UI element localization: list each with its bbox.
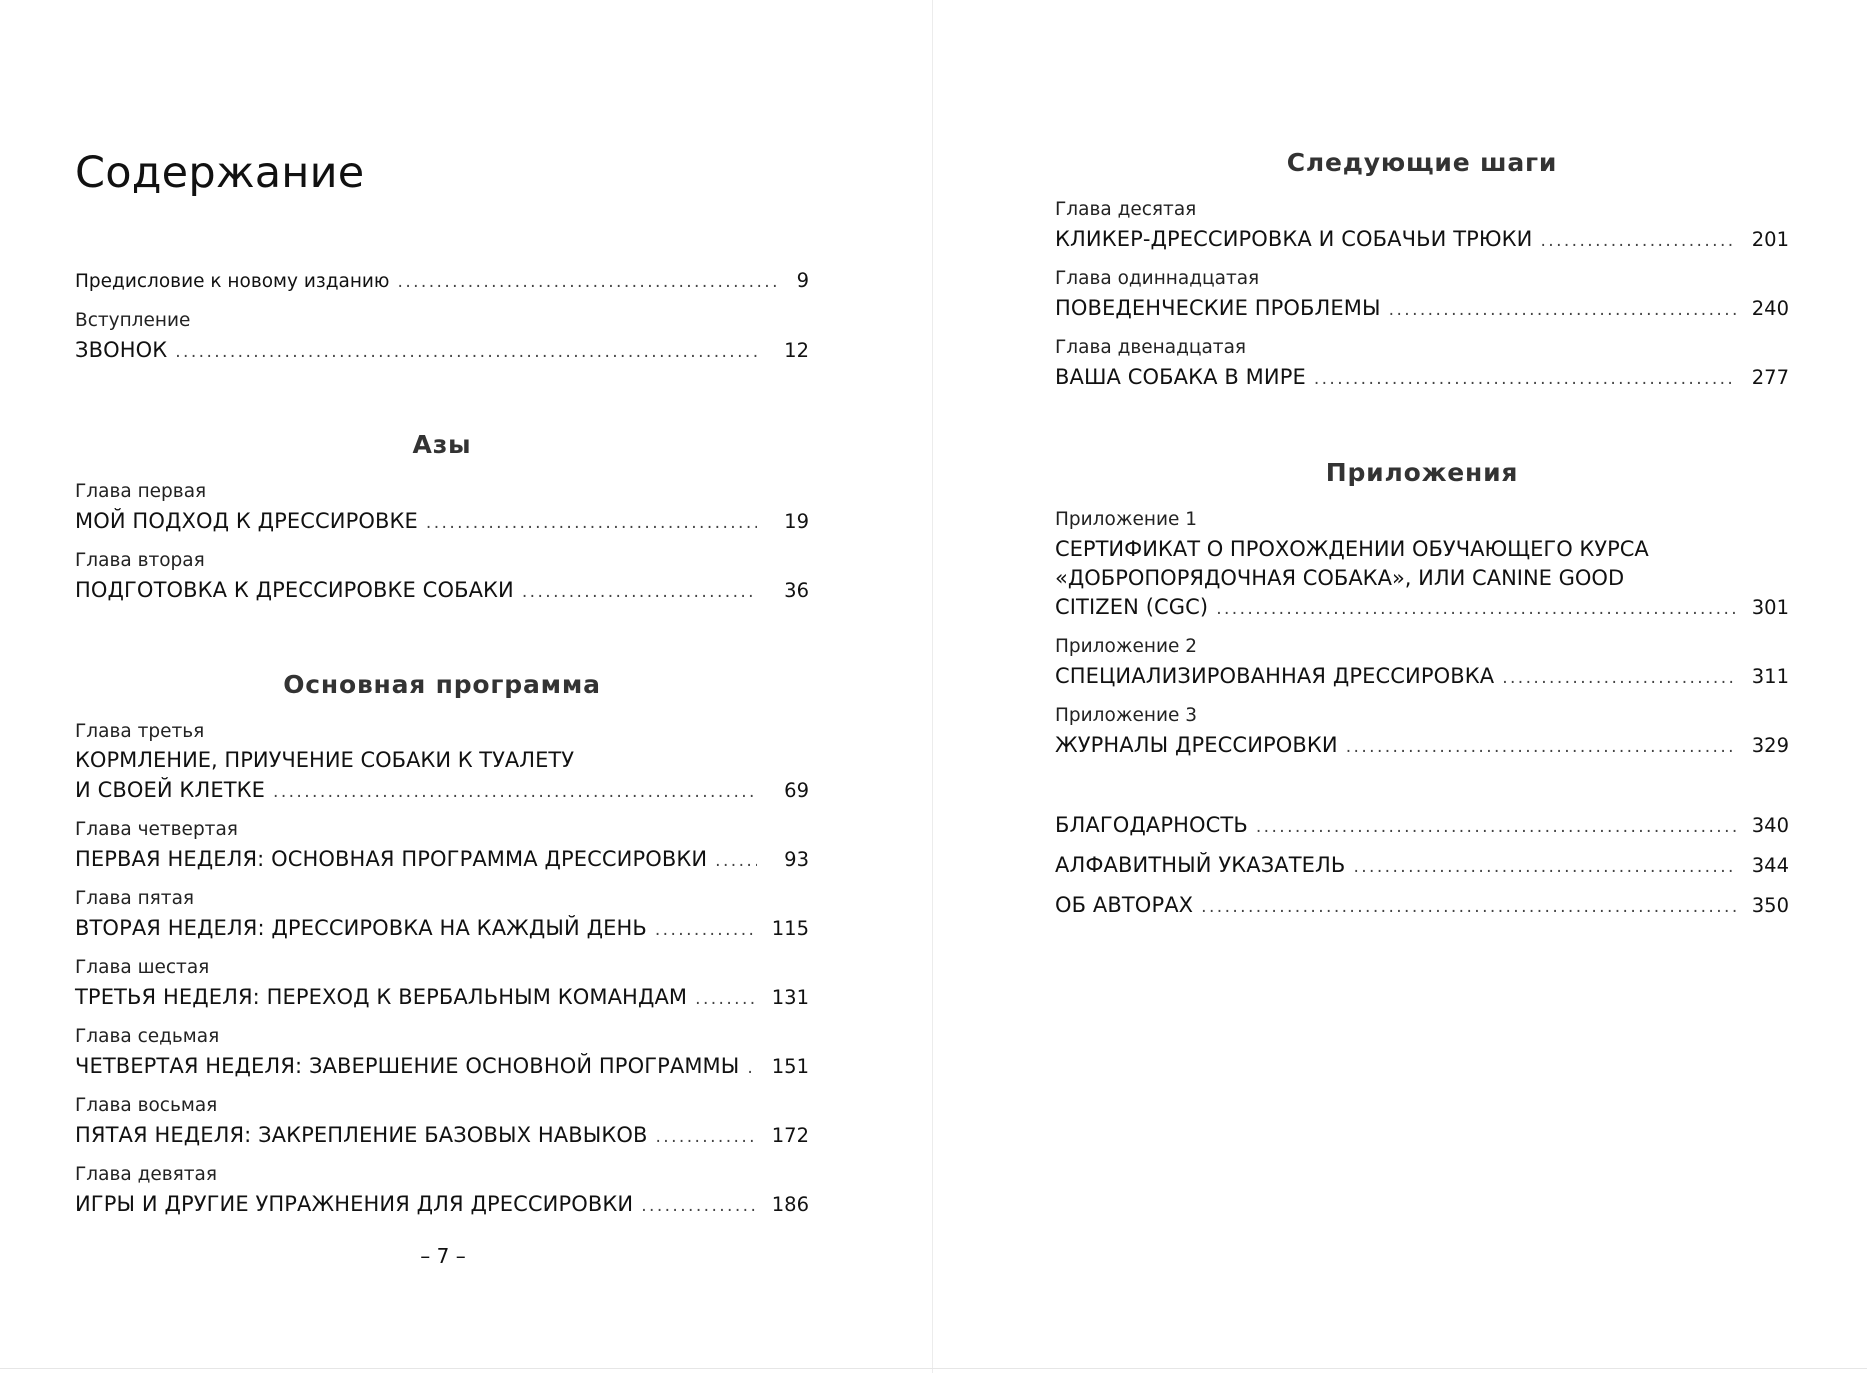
dot-leader xyxy=(747,1060,757,1077)
toc-entry-title: ПЯТАЯ НЕДЕЛЯ: ЗАКРЕПЛЕНИЕ БАЗОВЫХ НАВЫКОВ xyxy=(75,1123,648,1147)
toc-page-number: 69 xyxy=(784,779,809,802)
toc-entry-chapter-4[interactable] xyxy=(75,849,809,870)
toc-page-number: 329 xyxy=(1751,734,1789,757)
toc-entry-chapter-9[interactable] xyxy=(75,1194,809,1215)
toc-entry-label: Глава шестая xyxy=(75,957,210,978)
toc-entry-appendix-2[interactable] xyxy=(1055,666,1789,687)
toc-entry-label: Глава девятая xyxy=(75,1164,218,1185)
toc-entry-title: ВТОРАЯ НЕДЕЛЯ: ДРЕССИРОВКА НА КАЖДЫЙ ДЕНЬ xyxy=(75,916,647,940)
section-heading-next-steps: Следующие шаги xyxy=(1286,148,1558,177)
toc-entry-chapter-7[interactable] xyxy=(75,1056,809,1077)
toc-entry-label: Глава одиннадцатая xyxy=(1055,268,1260,289)
toc-entry-title: ПОВЕДЕНЧЕСКИЕ ПРОБЛЕМЫ xyxy=(1055,296,1381,320)
toc-entry-title: ТРЕТЬЯ НЕДЕЛЯ: ПЕРЕХОД К ВЕРБАЛЬНЫМ КОМАНДАМ xyxy=(75,985,688,1009)
toc-page-number: 12 xyxy=(784,339,809,362)
toc-entry-intro[interactable] xyxy=(75,340,809,361)
page-bottom-edge xyxy=(0,1368,1867,1369)
toc-entry-title: ОБ АВТОРАХ xyxy=(1055,893,1194,917)
toc-entry-label: Приложение 2 xyxy=(1055,636,1198,657)
toc-entry-title: АЛФАВИТНЫЙ УКАЗАТЕЛЬ xyxy=(1055,853,1346,877)
toc-entry-title: ЧЕТВЕРТАЯ НЕДЕЛЯ: ЗАВЕРШЕНИЕ ОСНОВНОЙ ПРОГРАММЫ xyxy=(75,1054,740,1078)
toc-entry-title: ЗВОНОК xyxy=(75,338,168,362)
dot-leader xyxy=(1314,371,1737,388)
toc-page-number: 9 xyxy=(796,269,809,292)
toc-page-number: 350 xyxy=(1751,894,1789,917)
toc-entry-chapter-11[interactable] xyxy=(1055,298,1789,319)
dot-leader xyxy=(175,344,757,361)
dot-leader xyxy=(655,922,757,939)
toc-page-number: 151 xyxy=(771,1055,809,1078)
toc-entry-title: И СВОЕЙ КЛЕТКЕ xyxy=(75,778,266,802)
toc-entry-appendix-1[interactable] xyxy=(1055,597,1789,618)
page-title: Содержание xyxy=(75,148,365,198)
toc-entry-title-line: СЕРТИФИКАТ О ПРОХОЖДЕНИИ ОБУЧАЮЩЕГО КУРСА xyxy=(1055,537,1649,561)
dot-leader xyxy=(273,784,757,801)
toc-entry-label: Глава первая xyxy=(75,481,207,502)
toc-page-number: 36 xyxy=(784,579,809,602)
toc-page-number: 131 xyxy=(771,986,809,1009)
toc-entry-label: Глава четвертая xyxy=(75,819,238,840)
toc-entry-preface[interactable] xyxy=(75,271,809,292)
dot-leader xyxy=(655,1129,757,1146)
toc-entry-chapter-6[interactable] xyxy=(75,987,809,1008)
toc-entry-title: ИГРЫ И ДРУГИЕ УПРАЖНЕНИЯ ДЛЯ ДРЕССИРОВКИ xyxy=(75,1192,634,1216)
toc-entry-chapter-2[interactable] xyxy=(75,580,809,601)
dot-leader xyxy=(695,991,757,1008)
toc-entry-chapter-1[interactable] xyxy=(75,511,809,532)
toc-entry-title: СПЕЦИАЛИЗИРОВАННАЯ ДРЕССИРОВКА xyxy=(1055,664,1495,688)
toc-page-number: 186 xyxy=(771,1193,809,1216)
toc-page-number: 340 xyxy=(1751,814,1789,837)
toc-entry-title: Предисловие к новому изданию xyxy=(75,271,390,292)
dot-leader xyxy=(715,853,757,870)
dot-leader xyxy=(1353,859,1737,876)
toc-entry-title: МОЙ ПОДХОД К ДРЕССИРОВКЕ xyxy=(75,509,418,533)
toc-entry-chapter-10[interactable] xyxy=(1055,229,1789,250)
toc-entry-title-line: «ДОБРОПОРЯДОЧНАЯ СОБАКА», ИЛИ CANINE GOOD xyxy=(1055,566,1625,590)
toc-page-number: 172 xyxy=(771,1124,809,1147)
toc-entry-appendix-3[interactable] xyxy=(1055,735,1789,756)
toc-entry-label: Глава десятая xyxy=(1055,199,1197,220)
toc-entry-label: Приложение 3 xyxy=(1055,705,1198,726)
toc-page-number: 201 xyxy=(1751,228,1789,251)
toc-entry-label: Вступление xyxy=(75,310,191,331)
toc-entry-acknowledgements[interactable] xyxy=(1055,815,1789,836)
dot-leader xyxy=(1540,233,1737,250)
toc-entry-title: ПЕРВАЯ НЕДЕЛЯ: ОСНОВНАЯ ПРОГРАММА ДРЕССИРОВКИ xyxy=(75,847,708,871)
section-heading-main-program: Основная программа xyxy=(283,670,601,699)
toc-entry-title: ПОДГОТОВКА К ДРЕССИРОВКЕ СОБАКИ xyxy=(75,578,514,602)
toc-entry-title: CITIZEN (CGC) xyxy=(1055,595,1209,619)
dot-leader xyxy=(1216,601,1737,618)
toc-page-number: 344 xyxy=(1751,854,1789,877)
toc-entry-about-authors[interactable] xyxy=(1055,895,1789,916)
toc-page-number: 115 xyxy=(771,917,809,940)
toc-entry-label: Глава вторая xyxy=(75,550,205,571)
toc-page-number: 277 xyxy=(1751,366,1789,389)
toc-entry-label: Глава третья xyxy=(75,721,205,742)
dot-leader xyxy=(1389,302,1737,319)
toc-entry-index[interactable] xyxy=(1055,855,1789,876)
toc-entry-chapter-8[interactable] xyxy=(75,1125,809,1146)
dot-leader xyxy=(522,584,757,601)
toc-entry-title: КЛИКЕР-ДРЕССИРОВКА И СОБАЧЬИ ТРЮКИ xyxy=(1055,227,1533,251)
toc-entry-label: Глава пятая xyxy=(75,888,195,909)
toc-entry-chapter-12[interactable] xyxy=(1055,367,1789,388)
toc-entry-title: ЖУРНАЛЫ ДРЕССИРОВКИ xyxy=(1055,733,1338,757)
dot-leader xyxy=(1346,739,1737,756)
dot-leader xyxy=(426,515,757,532)
section-heading-appendices: Приложения xyxy=(1325,458,1519,487)
toc-entry-chapter-5[interactable] xyxy=(75,918,809,939)
toc-entry-chapter-3[interactable] xyxy=(75,780,809,801)
toc-entry-label: Глава седьмая xyxy=(75,1026,220,1047)
dot-leader xyxy=(1256,819,1737,836)
toc-page-number: 301 xyxy=(1751,596,1789,619)
toc-entry-title: ВАША СОБАКА В МИРЕ xyxy=(1055,365,1306,389)
page-gutter xyxy=(932,0,933,1373)
dot-leader xyxy=(1201,899,1737,916)
toc-entry-label: Глава двенадцатая xyxy=(1055,337,1247,358)
toc-page-number: 240 xyxy=(1751,297,1789,320)
toc-entry-title: БЛАГОДАРНОСТЬ xyxy=(1055,813,1248,837)
toc-page-number: 311 xyxy=(1751,665,1789,688)
dot-leader xyxy=(641,1198,757,1215)
toc-entry-label: Приложение 1 xyxy=(1055,509,1198,530)
dot-leader xyxy=(1502,670,1737,687)
page-number-footer: – 7 – xyxy=(420,1244,466,1268)
section-heading-basics: Азы xyxy=(412,430,472,459)
dot-leader xyxy=(398,274,779,291)
toc-page-number: 93 xyxy=(784,848,809,871)
toc-entry-label: Глава восьмая xyxy=(75,1095,218,1116)
toc-entry-title-line: КОРМЛЕНИЕ, ПРИУЧЕНИЕ СОБАКИ К ТУАЛЕТУ xyxy=(75,748,574,772)
toc-page-number: 19 xyxy=(784,510,809,533)
